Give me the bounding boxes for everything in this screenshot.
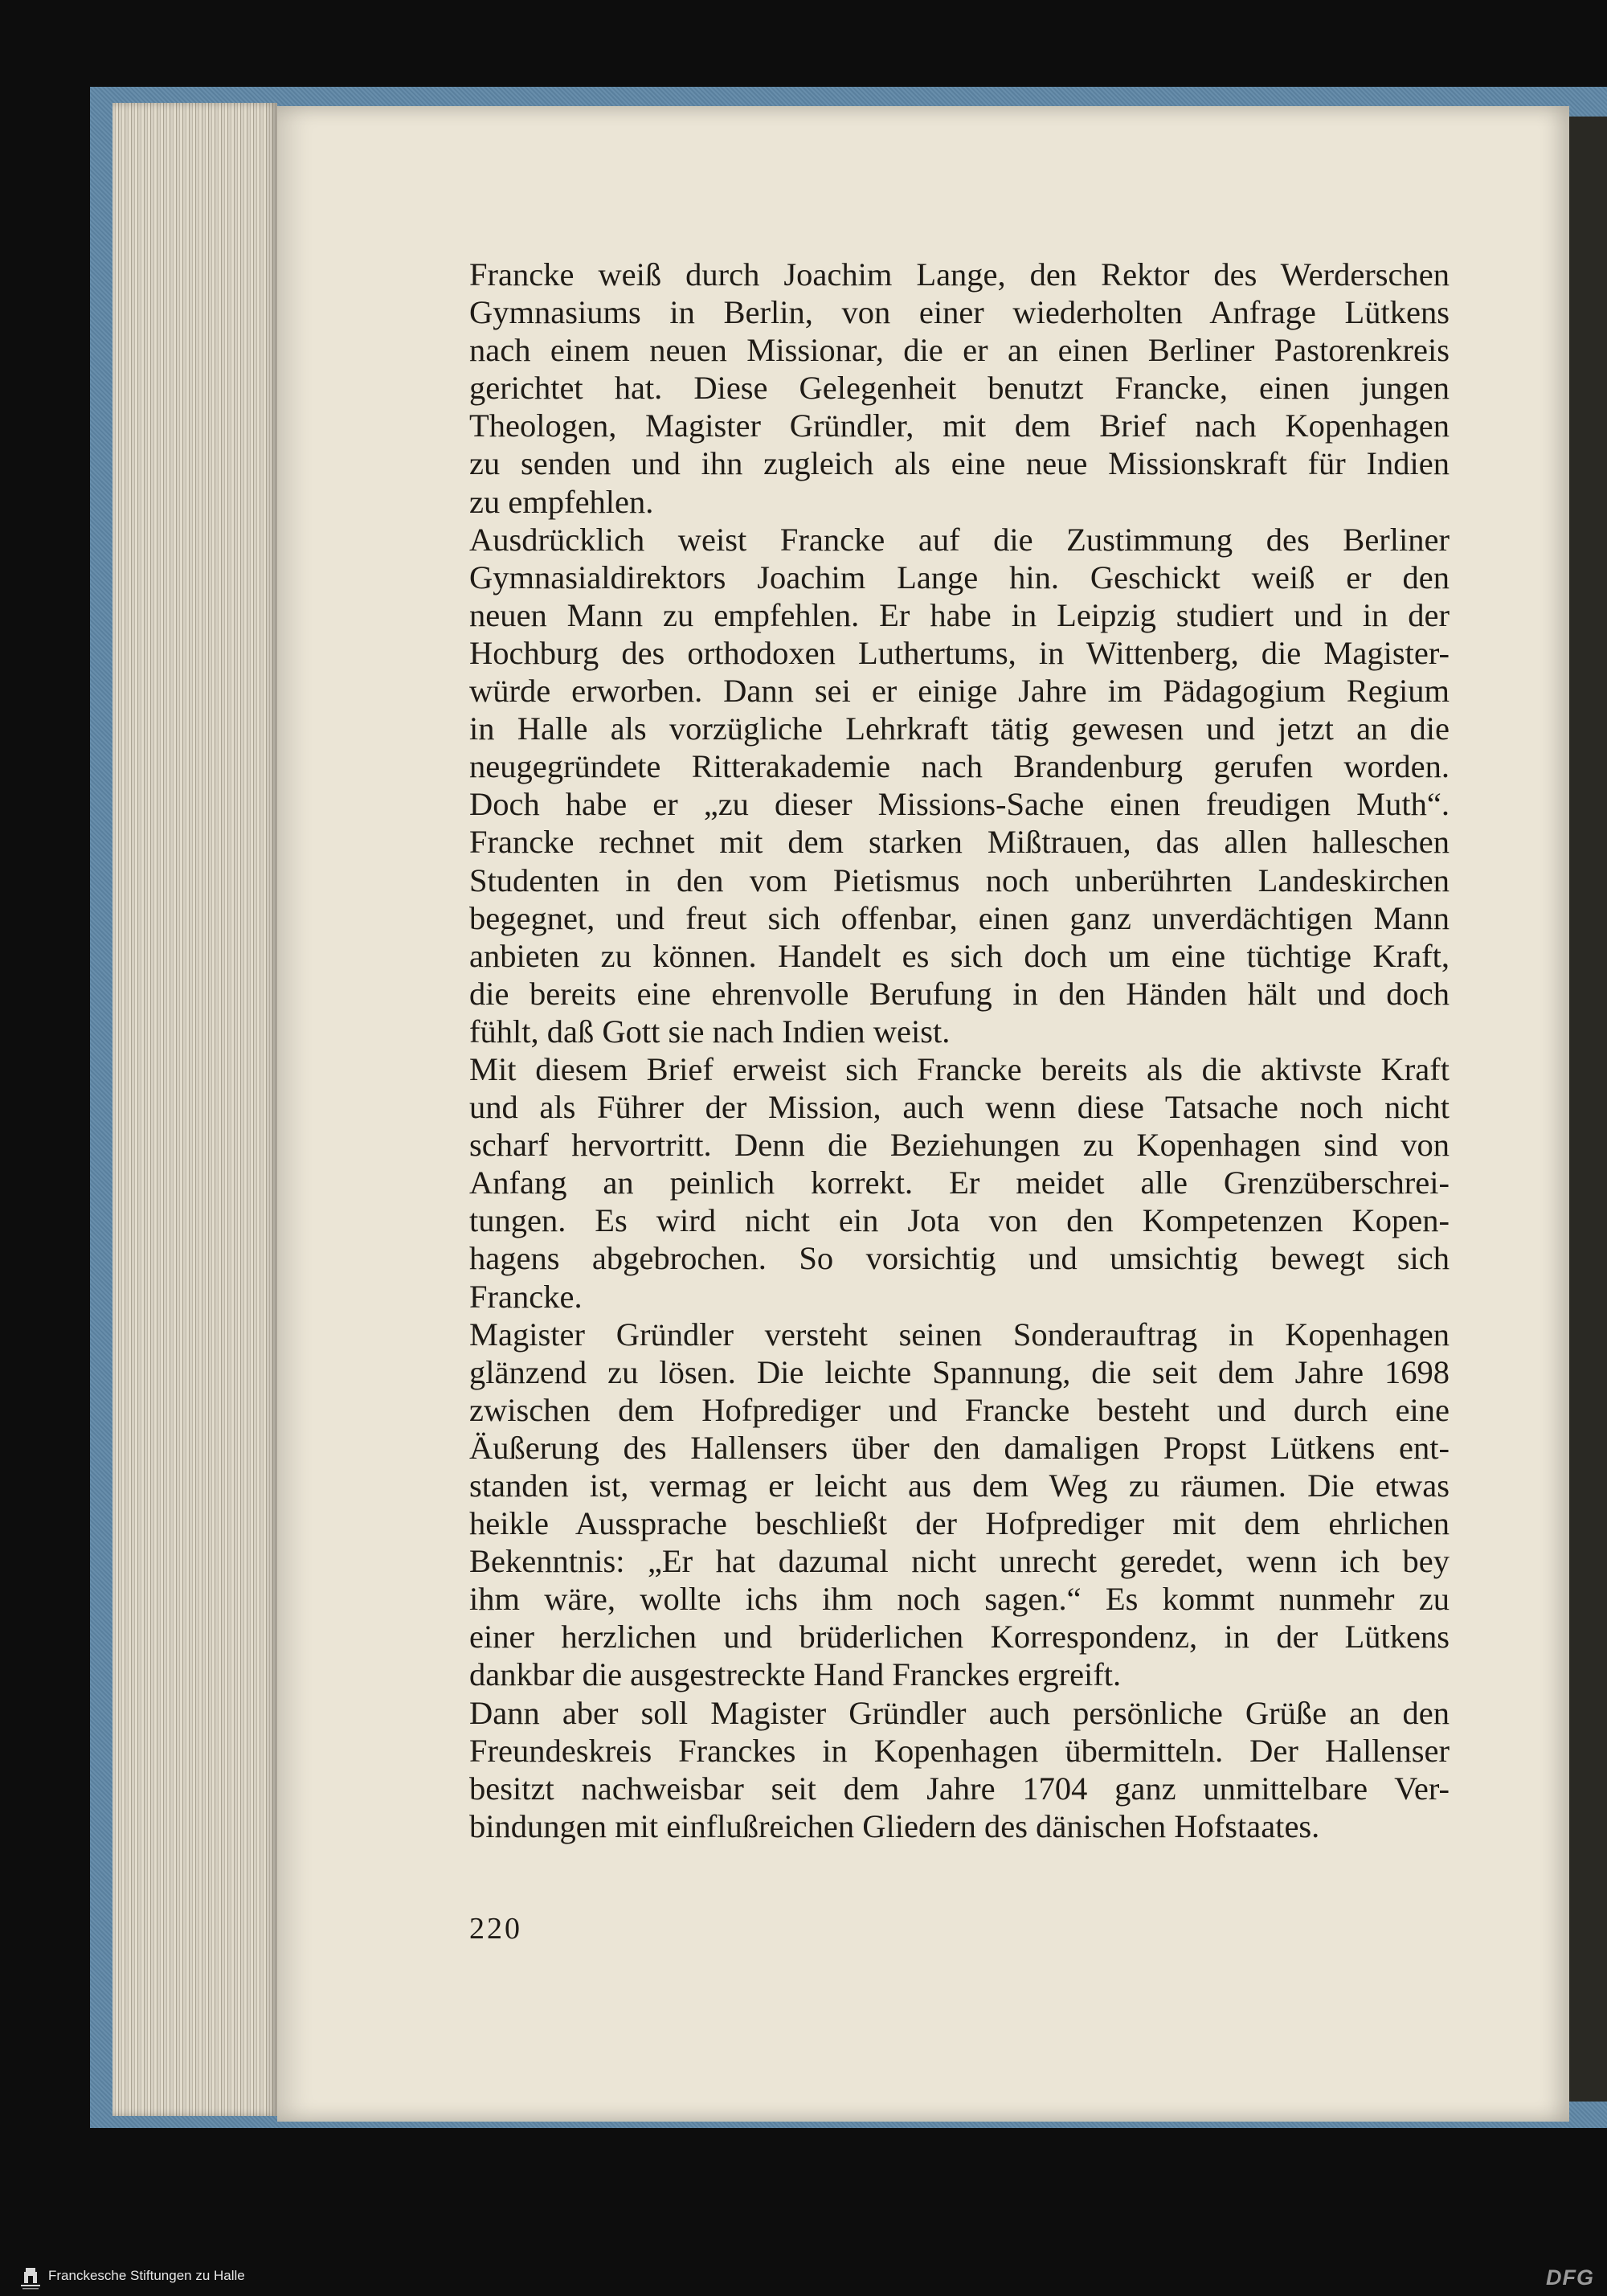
text-line: gerichtet hat. Diese Gelegenheit benutzt Francke, einen jungen <box>469 370 1450 407</box>
text-line: glänzend zu lösen. Die leichte Spannung, die seit dem Jahre 1698 <box>469 1353 1450 1390</box>
text-line: Francke weiß durch Joachim Lange, den Rektor des Werderschen <box>469 256 1450 293</box>
page-number: 220 <box>469 1912 522 1946</box>
text-line: neuen Mann zu empfehlen. Er habe in Leipzig studiert und in der <box>469 596 1450 633</box>
text-line: Hochburg des orthodoxen Luthertums, in Wittenberg, die Magister- <box>469 634 1450 671</box>
paragraph <box>469 256 1450 521</box>
text-line: Doch habe er „zu dieser Missions-Sache einen freudigen Muth“. <box>469 786 1450 823</box>
text-line: zu empfehlen. <box>469 483 654 520</box>
text-line: besitzt nachweisbar seit dem Jahre 1704 ganz unmittelbare Ver- <box>469 1770 1450 1807</box>
text-line: Theologen, Magister Gründler, mit dem Brief nach Kopenhagen <box>469 407 1450 444</box>
text-line: zu senden und ihn zugleich als eine neue Missionskraft für Indien <box>469 445 1450 482</box>
text-line: standen ist, vermag er leicht aus dem Weg zu räumen. Die etwas <box>469 1467 1450 1504</box>
text-line: würde erworben. Dann sei er einige Jahre im Pädagogium Regium <box>469 673 1450 710</box>
facing-page-edge <box>1569 117 1607 2102</box>
text-line: ihm wäre, wollte ichs ihm noch sagen.“ Es kommt nunmehr zu <box>469 1581 1450 1618</box>
institution-crest-icon <box>16 2265 45 2294</box>
text-line: tungen. Es wird nicht ein Jota von den Kompetenzen Kopen- <box>469 1202 1450 1239</box>
text-line: begegnet, und freut sich offenbar, einen ganz unverdächtigen Mann <box>469 899 1450 936</box>
text-line: in Halle als vorzügliche Lehrkraft tätig gewesen und jetzt an die <box>469 710 1450 747</box>
text-line: nach einem neuen Missionar, die er an einen Berliner Pastorenkreis <box>469 332 1450 369</box>
page-edges <box>112 103 277 2116</box>
text-line: Gymnasiums in Berlin, von einer wiederholten Anfrage Lütkens <box>469 294 1450 331</box>
text-line: Ausdrücklich weist Francke auf die Zustimmung des Berliner <box>469 521 1450 558</box>
text-line: heikle Aussprache beschließt der Hofprediger mit dem ehrlichen <box>469 1505 1450 1542</box>
paragraph <box>469 521 1450 1050</box>
text-line: Dann aber soll Magister Gründler auch persönliche Grüße an den <box>469 1694 1450 1731</box>
paragraph <box>469 1316 1450 1694</box>
text-line: Freundeskreis Franckes in Kopenhagen übermitteln. Der Hallenser <box>469 1732 1450 1769</box>
text-line: und als Führer der Mission, auch wenn diese Tatsache noch nicht <box>469 1089 1450 1126</box>
text-line: zwischen dem Hofprediger und Francke besteht und durch eine <box>469 1391 1450 1428</box>
text-line: bindungen mit einflußreichen Gliedern des dänischen Hofstaates. <box>469 1807 1320 1844</box>
text-line: anbieten zu können. Handelt es sich doch um eine tüchtige Kraft, <box>469 937 1450 974</box>
dfg-label: DFG <box>1546 2265 1594 2290</box>
paragraph <box>469 1050 1450 1316</box>
text-line: einer herzlichen und brüderlichen Korrespondenz, in der Lütkens <box>469 1619 1450 1655</box>
text-line: die bereits eine ehrenvolle Berufung in den Händen hält und doch <box>469 975 1450 1012</box>
text-line: dankbar die ausgestreckte Hand Franckes ergreift. <box>469 1656 1122 1693</box>
paragraph <box>469 1694 1450 1845</box>
text-line: fühlt, daß Gott sie nach Indien weist. <box>469 1013 951 1050</box>
text-line: Francke. <box>469 1278 583 1315</box>
text-line: Studenten in den vom Pietismus noch unberührten Landeskirchen <box>469 862 1450 898</box>
text-line: Äußerung des Hallensers über den damaligen Propst Lütkens ent- <box>469 1429 1450 1466</box>
text-line: scharf hervortritt. Denn die Beziehungen zu Kopenhagen sind von <box>469 1127 1450 1164</box>
viewer-footer <box>0 2260 1607 2296</box>
text-line: Mit diesem Brief erweist sich Francke bereits als die aktivste Kraft <box>469 1050 1450 1087</box>
institution-name: Franckesche Stiftungen zu Halle <box>48 2268 245 2283</box>
text-line: neugegründete Ritterakademie nach Brandenburg gerufen worden. <box>469 748 1450 785</box>
text-line: Magister Gründler versteht seinen Sonderauftrag in Kopenhagen <box>469 1316 1450 1353</box>
text-line: Anfang an peinlich korrekt. Er meidet alle Grenzüberschrei- <box>469 1164 1450 1201</box>
text-line: Francke rechnet mit dem starken Mißtrauen, das allen halleschen <box>469 824 1450 861</box>
text-line: hagens abgebrochen. So vorsichtig und umsichtig bewegt sich <box>469 1240 1450 1277</box>
text-line: Bekenntnis: „Er hat dazumal nicht unrecht geredet, wenn ich bey <box>469 1543 1450 1580</box>
body-text <box>469 256 1450 1845</box>
text-line: Gymnasialdirektors Joachim Lange hin. Geschickt weiß er den <box>469 559 1450 595</box>
